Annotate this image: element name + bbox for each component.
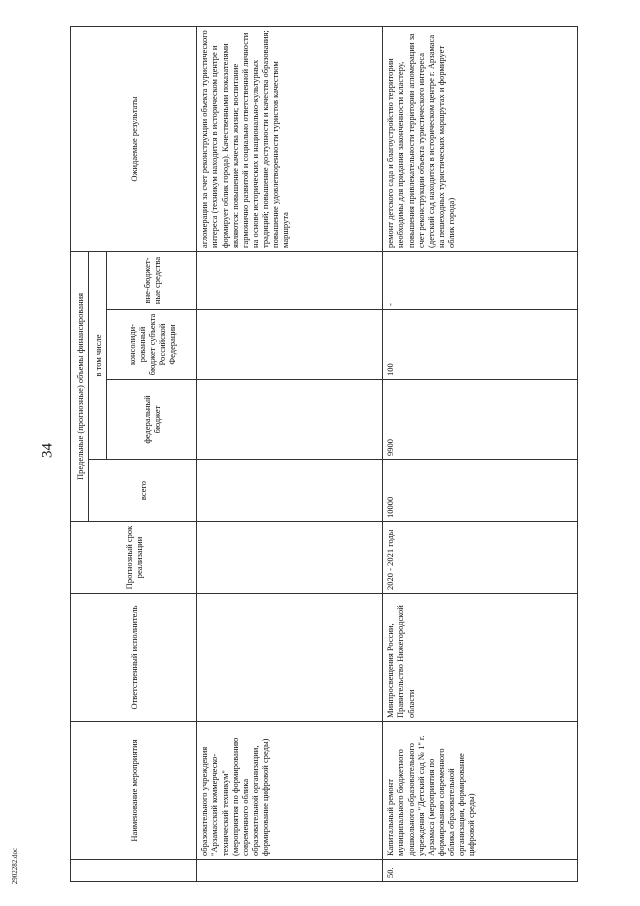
cell-name: Капитальный ремонт муниципального бюджетного дошкольного образовательного учреждения "Детский сад № 1" г. Арзамаса (мероприятия по формированию современного облика образовательной организации, формирование цифровой среды) — [383, 722, 578, 860]
cell-total: 10000 — [383, 460, 578, 522]
cell-executor — [197, 594, 383, 722]
cell-federal: 9900 — [383, 380, 578, 460]
table-row-50 — [383, 26, 578, 881]
financing-table-rotated — [70, 27, 578, 882]
cell-extra — [197, 251, 383, 309]
header-financing: Предельные (прогнозные) объемы финансирования — [71, 251, 89, 521]
cell-extra: - — [383, 251, 578, 309]
cell-term — [197, 522, 383, 594]
cell-results: ремонт детского сада и благоустройство территории необходимы для придания законченности кластеру, повышения привлекательности территории агломерации за счет реконструкции объекта туристического интереса (детский сад находится в историческом центре г. Арзамаса на пешеходных туристических маршрутах и формирует облик города) — [383, 26, 578, 251]
header-extra: вне-бюджет-ные средства — [107, 251, 197, 309]
header-name: Наименование мероприятия — [71, 722, 197, 860]
footer-file-name: 2902282.doc — [11, 847, 19, 885]
cell-number — [197, 860, 383, 882]
header-federal: федеральный бюджет — [107, 380, 197, 460]
header-regional: консолиди-рованный бюджет субъекта Российской Федерации — [107, 310, 197, 380]
cell-term: 2020 - 2021 годы — [383, 522, 578, 594]
header-total: всего — [89, 460, 197, 522]
header-executor: Ответственный исполнитель — [71, 594, 197, 722]
cell-name: образовательного учреждения "Арзамасский коммерческо-технический техникум" (мероприятия по формированию современного облика образовательной организации, формирование цифровой среды) — [197, 722, 383, 860]
header-number — [71, 860, 197, 882]
table-row-continuation — [197, 26, 383, 881]
cell-results: агломерации за счет реконструкции объекта туристического интереса (техникум находится в историческом центре и формирует облик города). Качественными показателями являются: повышение качества жизни; воспитание гармонично развитой и социально ответственной личности на основе исторических и национально-культурных традиций; повышение доступности и качества образования; повышение удовлетворенности туристов качеством маршрута — [197, 26, 383, 251]
cell-number: 50. — [383, 860, 578, 882]
cell-regional: 100 — [383, 310, 578, 380]
cell-federal — [197, 380, 383, 460]
financing-table — [70, 26, 578, 882]
page-number: 34 — [39, 443, 56, 458]
cell-total — [197, 460, 383, 522]
header-term: Прогнозный срок реализации — [71, 522, 197, 594]
header-including: в том числе — [89, 251, 107, 459]
cell-regional — [197, 310, 383, 380]
header-results: Ожидаемые результаты — [71, 26, 197, 251]
cell-executor: Минпросвещения России, Правительство Нижегородской области — [383, 594, 578, 722]
